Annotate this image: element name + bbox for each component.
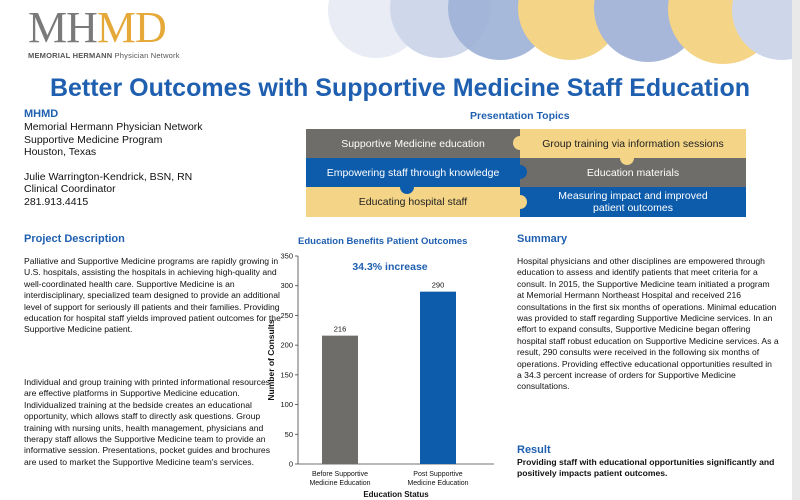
project-para-1: Palliative and Supportive Medicine programs are rapidly growing in U.S. hospitals, assisting the hospitals in achieving high-quality and well-coordinated health care. Supportive Medicine is an interdisciplinary, specialized team designed to provide an additional level of support for seriously ill patients and their families. Providing education for hospital staff yields improved patient outcomes for the Supportive Medicine patient.	[24, 256, 281, 335]
bar	[420, 292, 456, 464]
y-tick-label: 150	[280, 370, 293, 380]
y-axis-label: Number of Consults	[266, 319, 276, 401]
author-location: Houston, Texas	[24, 146, 97, 158]
author-role: Clinical Coordinator	[24, 183, 116, 195]
x-axis-label: Education Status	[363, 490, 429, 499]
x-tick-label: Before Supportive	[311, 471, 369, 478]
author-org: Memorial Hermann Physician Network	[24, 121, 203, 133]
author-heading: MHMD	[24, 108, 59, 120]
topic-tile: Educating hospital staff	[306, 187, 520, 217]
edge-strip	[792, 0, 800, 500]
y-tick-label: 350	[280, 251, 293, 261]
bar-chart	[262, 248, 498, 500]
author-phone: 281.913.4415	[24, 195, 89, 208]
puzzle-nub	[513, 195, 527, 209]
logo-subtitle: MEMORIAL HERMANN Physician Network	[28, 51, 180, 60]
puzzle-nub	[513, 165, 527, 179]
y-tick-label: 100	[280, 400, 293, 410]
topic-tile: Supportive Medicine education	[306, 129, 520, 158]
puzzle-nub	[513, 136, 527, 150]
y-tick-label: 300	[280, 281, 293, 291]
x-tick-label: Post Supportive	[413, 471, 463, 478]
logo-mark: MHMD	[28, 3, 166, 52]
bar	[322, 336, 358, 464]
chart-title: Education Benefits Patient Outcomes	[298, 236, 468, 247]
puzzle-nub	[400, 180, 414, 194]
y-tick-label: 200	[280, 340, 293, 350]
puzzle-nub	[620, 151, 634, 165]
result-heading: Result	[517, 444, 551, 456]
project-heading: Project Description	[24, 233, 125, 245]
author-program: Supportive Medicine Program	[24, 133, 163, 146]
project-para-2: Individual and group training with printed informational resources are effective platforms in Supportive Medicine education. Individualized training at the bedside creates an educational opportunity, which allows staff to directly ask questions. Group training with nursing units, health management, physicians and therapy staff allows the Supportive Medicine team to provide an informative session. Presentations, pocket guides and brochures are used to market the Supportive Medicine team's services.	[24, 377, 271, 467]
page-title: Better Outcomes with Supportive Medicine Staff Education	[49, 74, 751, 102]
y-tick-label: 50	[284, 429, 293, 439]
author-block	[24, 121, 203, 208]
summary-text: Hospital physicians and other disciplines are empowered through education to assess and identify patients that meet criteria for a consult. In 2015, the Supportive Medicine team initiated a program at Memorial Hermann Northeast Hospital and received 216 consultations in the first six months of operations. Minimal education was provided to staff regarding Supportive Medicine services. In an effort to expand consults, Supportive Medicine began offering hospital staff robust education on Supportive Medicine services. As a result, 290 consults were received in the following six months of operations. Providing effective educational opportunities resulted in a 34.3 percent increase of orders for Supportive Medicine consultations.	[517, 256, 779, 392]
topic-tile: Measuring impact and improved patient outcomes	[520, 187, 746, 217]
result-text: Providing staff with educational opportunities significantly and positively impacts patient outcomes.	[517, 457, 775, 479]
topics-heading: Presentation Topics	[470, 110, 570, 122]
bar-value-label: 290	[431, 280, 445, 290]
x-tick-label: Medicine Education	[309, 480, 371, 487]
author-name: Julie Warrington-Kendrick, BSN, RN	[24, 170, 193, 183]
y-tick-label: 250	[280, 310, 293, 320]
topic-tile: Empowering staff through knowledge	[306, 158, 520, 187]
logo	[28, 3, 180, 60]
x-tick-label: Medicine Education	[407, 480, 469, 487]
bar-value-label: 216	[333, 324, 347, 334]
summary-heading: Summary	[517, 233, 568, 245]
topic-tile: Education materials	[520, 158, 746, 187]
topic-tile: Group training via information sessions	[520, 129, 746, 158]
chart-annotation: 34.3% increase	[352, 261, 428, 273]
y-tick-label: 0	[288, 459, 293, 469]
